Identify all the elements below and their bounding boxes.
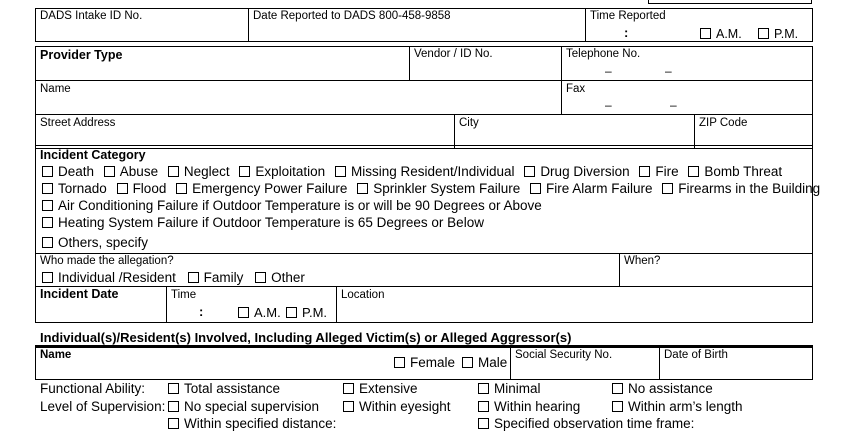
alleg-family[interactable]: Family [188,270,244,285]
city-label: City [459,117,479,129]
when-label: When? [624,255,661,267]
cat-death[interactable]: Death [42,164,94,179]
cat-others-label: Others, specify [58,235,149,250]
incident-row-5[interactable] [42,235,148,250]
time-reported-pm[interactable]: P.M. [758,27,798,41]
ls-specified-distance[interactable]: Within specified distance: [168,416,336,431]
am-checkbox[interactable] [700,28,711,39]
ls-observation-time[interactable]: Specified observation time frame: [478,416,694,431]
incident-am[interactable]: A.M. [238,305,281,320]
cat-heating-label: Heating System Failure if Outdoor Temperature is 65 Degrees or Below [58,215,484,230]
cat-bomb-threat[interactable]: Bomb Threat [688,164,782,179]
incident-location-label: Location [341,289,385,301]
dads-intake-id-label: DADS Intake ID No. [40,10,143,22]
cat-exploitation[interactable]: Exploitation [239,164,325,179]
ls-no-special[interactable]: No special supervision [168,399,319,414]
time-reported-label: Time Reported [590,10,666,22]
fa-minimal[interactable]: Minimal [478,381,541,396]
incident-row-1 [42,164,788,179]
telephone-label: Telephone No. [566,48,641,60]
incident-pm[interactable]: P.M. [286,305,327,320]
cat-abuse[interactable]: Abuse [104,164,158,179]
date-reported-label: Date Reported to DADS 800-458-9858 [253,10,451,22]
ssn-label: Social Security No. [515,349,613,361]
pm-checkbox[interactable] [758,28,769,39]
incident-time-label: Time [171,289,197,301]
incident-row-3[interactable] [42,198,542,213]
street-address-label: Street Address [40,117,116,129]
functional-ability-label: Functional Ability: [40,381,146,396]
zip-code-label: ZIP Code [699,117,748,129]
incident-row-2 [42,181,826,196]
vendor-id-label: Vendor / ID No. [414,48,493,60]
allegation-options [42,270,311,285]
cat-firearms[interactable]: Firearms in the Building [662,181,820,196]
cat-sprinkler[interactable]: Sprinkler System Failure [357,181,520,196]
cat-neglect[interactable]: Neglect [168,164,230,179]
time-reported-am[interactable]: A.M. [700,27,742,41]
fax-dash-2: – [670,98,677,112]
incident-row-4[interactable] [42,215,484,230]
dob-label: Date of Birth [664,349,728,361]
fax-dash-1: – [605,98,612,112]
cat-emergency-power[interactable]: Emergency Power Failure [176,181,347,196]
cat-missing-resident[interactable]: Missing Resident/Individual [335,164,515,179]
fax-label: Fax [566,83,586,95]
alleg-individual[interactable]: Individual /Resident [42,270,176,285]
cat-drug-diversion[interactable]: Drug Diversion [524,164,629,179]
fa-no-assistance[interactable]: No assistance [612,381,713,396]
incident-date-label: Incident Date [40,287,119,301]
telephone-dash-2: – [665,64,672,78]
incident-time-colon: : [199,304,204,319]
cat-others-checkbox[interactable] [42,237,53,248]
cat-fire-alarm[interactable]: Fire Alarm Failure [530,181,653,196]
male-option[interactable]: Male [462,355,507,370]
ls-hearing[interactable]: Within hearing [478,399,580,414]
cat-air-conditioning-label: Air Conditioning Failure if Outdoor Temperature is or will be 90 Degrees or Above [58,198,542,213]
incident-category-title: Incident Category [40,148,146,162]
who-made-allegation-label: Who made the allegation? [40,255,174,267]
cat-flood[interactable]: Flood [117,181,167,196]
provider-block [35,46,813,149]
telephone-dash-1: – [605,64,612,78]
provider-type-label: Provider Type [40,48,123,62]
fa-total[interactable]: Total assistance [168,381,280,396]
time-colon: : [624,25,629,40]
alleg-other[interactable]: Other [255,270,305,285]
cat-heating-checkbox[interactable] [42,217,53,228]
cat-tornado[interactable]: Tornado [42,181,107,196]
top-right-strip [648,0,812,4]
provider-name-label: Name [40,83,71,95]
female-option[interactable]: Female [394,355,455,370]
cat-fire[interactable]: Fire [639,164,678,179]
level-supervision-label: Level of Supervision: [40,399,166,414]
ls-arms-length[interactable]: Within arm’s length [612,399,743,414]
cat-air-conditioning-checkbox[interactable] [42,200,53,211]
ls-eyesight[interactable]: Within eyesight [343,399,451,414]
involved-name-label: Name [40,349,72,361]
involved-heading: Individual(s)/Resident(s) Involved, Including Alleged Victim(s) or Alleged Aggressor(s) [40,330,572,345]
fa-extensive[interactable]: Extensive [343,381,418,396]
